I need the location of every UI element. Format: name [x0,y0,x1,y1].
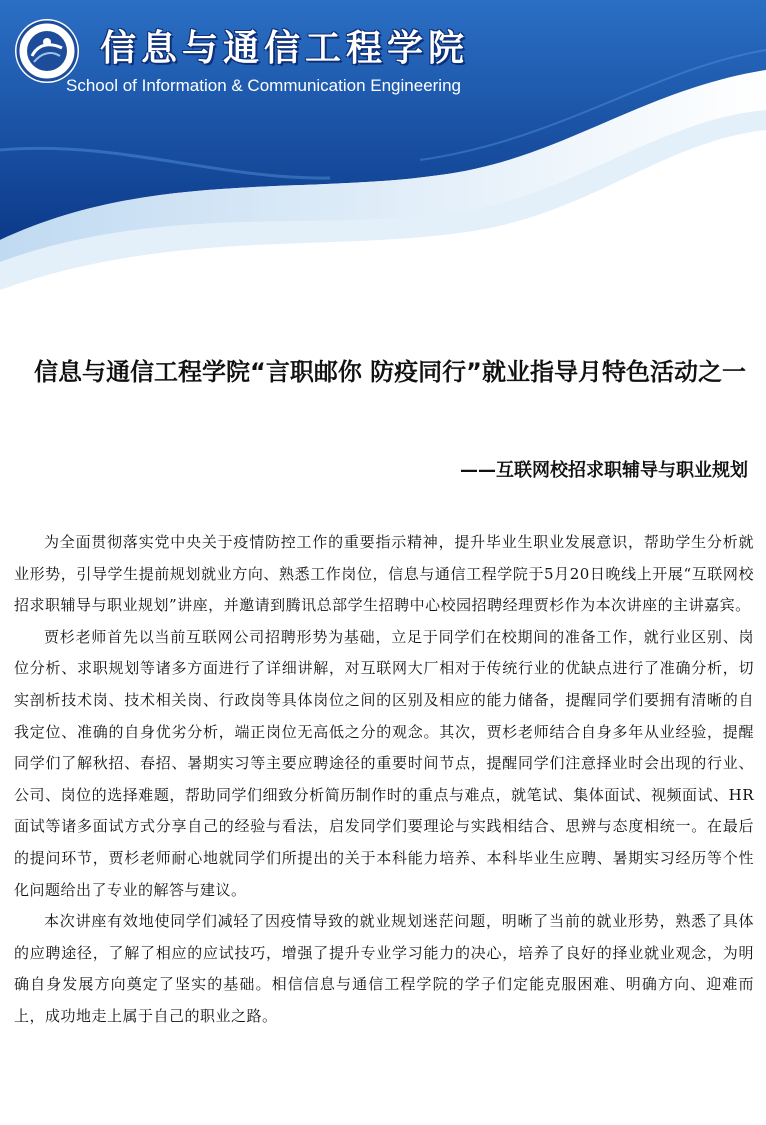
school-name-cn: 信息与通信工程学院 [100,27,470,69]
school-name-en: School of Information & Communication Engineering [66,76,461,95]
body-paragraph: 本次讲座有效地使同学们减轻了因疫情导致的就业规划迷茫问题，明晰了当前的就业形势，熟悉了具体的应聘途径，了解了相应的应试技巧，增强了提升专业学习能力的决心，培养了良好的择业就业观念，为明确自身发展方向奠定了坚实的基础。相信信息与通信工程学院的学子们定能克服困难、明确方向、迎难而上，成功地走上属于自己的职业之路。 [14,912,754,1025]
body-paragraph: 为全面贯彻落实党中央关于疫情防控工作的重要指示精神，提升毕业生职业发展意识，帮助学生分析就业形势，引导学生提前规划就业方向、熟悉工作岗位，信息与通信工程学院于5月20日晚线上开展“互联网校招求职辅导与职业规划”讲座，并邀请到腾讯总部学生招聘中心校园招聘经理贾杉作为本次讲座的主讲嘉宾。 [14,533,754,615]
article-subtitle: ——互联网校招求职辅导与职业规划 [460,460,748,481]
header-banner [0,0,766,300]
body-paragraph: 贾杉老师首先以当前互联网公司招聘形势为基础，立足于同学们在校期间的准备工作，就行业区别、岗位分析、求职规划等诸多方面进行了详细讲解，对互联网大厂相对于传统行业的优缺点进行了准确分析，切实剖析技术岗、技术相关岗、行政岗等具体岗位之间的区别及相应的能力储备，提醒同学们要拥有清晰的自我定位、准确的自身优劣分析，端正岗位无高低之分的观念。其次，贾杉老师结合自身多年从业经验，提醒同学们了解秋招、春招、暑期实习等主要应聘途径的重要时间节点，提醒同学们注意择业时会出现的行业、公司、岗位的选择难题，帮助同学们细致分析简历制作时的重点与难点，就笔试、集体面试、视频面试、HR面试等诸多面试方式分享自己的经验与看法，启发同学们要理论与实践相结合、思辨与态度相统一。在最后的提问环节，贾杉老师耐心地就同学们所提出的关于本科能力培养、本科毕业生应聘、暑期实习经历等个性化问题给出了专业的解答与建议。 [14,627,754,899]
university-seal-icon [14,18,80,84]
article-title: 信息与通信工程学院“言职邮你 防疫同行”就业指导月特色活动之一 [34,358,746,386]
article-body [14,527,754,1033]
